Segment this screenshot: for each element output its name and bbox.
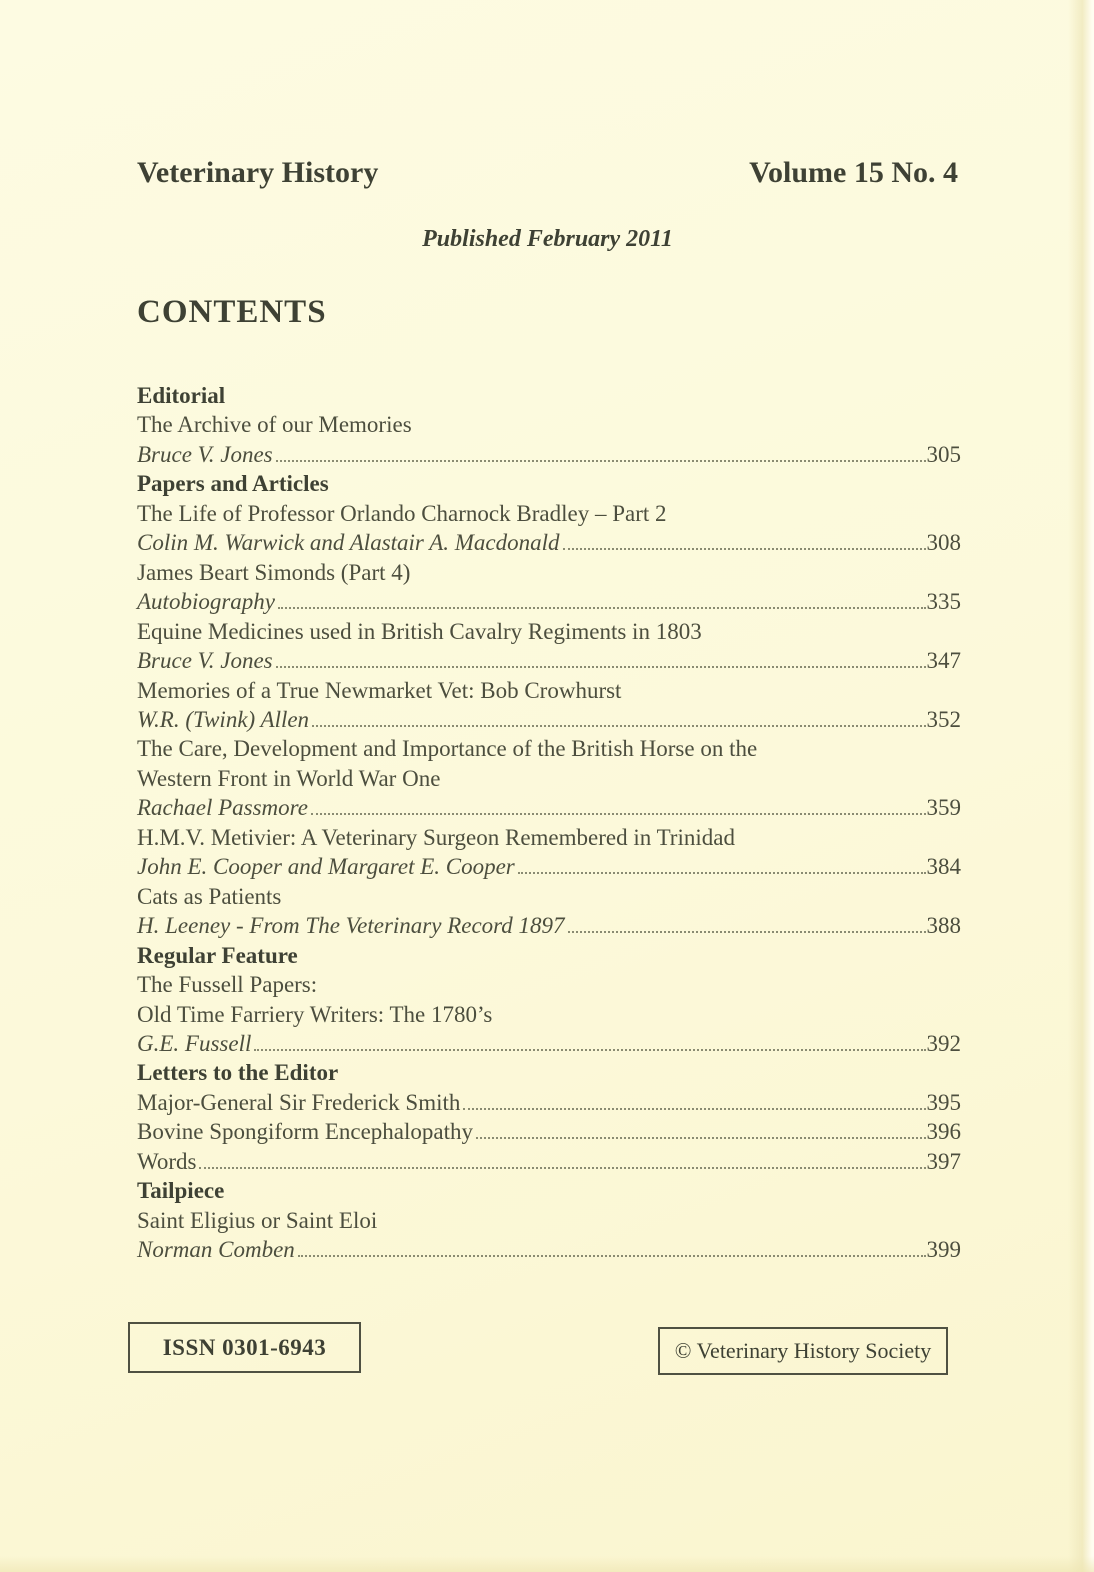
toc-entry-text: Norman Comben — [137, 1237, 295, 1263]
toc-entry-text: The Care, Development and Importance of the British Horse on the — [137, 736, 758, 762]
toc-entry-text: The Archive of our Memories — [137, 412, 412, 438]
toc-row — [137, 911, 961, 940]
toc-page-number: 388 — [926, 913, 961, 939]
toc-page-number: 308 — [926, 530, 961, 556]
toc-entry-text: Western Front in World War One — [137, 765, 441, 791]
toc-list — [137, 381, 961, 1265]
contents-heading: CONTENTS — [137, 294, 327, 330]
toc-page-number: 352 — [926, 706, 961, 732]
toc-leader-dots — [568, 931, 926, 933]
volume-label: Volume 15 No. 4 — [749, 156, 958, 189]
toc-row — [137, 1176, 961, 1205]
toc-leader-dots — [276, 666, 926, 668]
toc-page-number: 359 — [926, 795, 961, 821]
toc-leader-dots — [463, 1108, 925, 1110]
toc-entry-text: Papers and Articles — [137, 471, 329, 497]
toc-entry-text: W.R. (Twink) Allen — [137, 706, 310, 732]
toc-row — [137, 793, 961, 822]
toc-row — [137, 558, 961, 587]
page-header — [137, 156, 958, 190]
toc-row — [137, 1058, 961, 1087]
toc-row — [137, 970, 961, 999]
toc-page-number: 396 — [926, 1119, 961, 1145]
toc-page-number: 384 — [926, 854, 961, 880]
toc-page-number: 305 — [926, 441, 961, 467]
toc-entry-text: Equine Medicines used in British Cavalry Regiments in 1803 — [137, 618, 702, 644]
toc-leader-dots — [276, 460, 926, 462]
toc-row — [137, 676, 961, 705]
scan-right-edge — [1068, 0, 1094, 1572]
toc-row — [137, 469, 961, 498]
toc-row — [137, 587, 961, 616]
toc-entry-text: Editorial — [137, 383, 226, 408]
toc-row — [137, 1088, 961, 1117]
toc-entry-text: Regular Feature — [137, 942, 298, 968]
toc-page-number: 392 — [926, 1030, 961, 1056]
toc-entry-text: James Beart Simonds (Part 4) — [137, 559, 411, 585]
toc-leader-dots — [518, 872, 926, 874]
toc-row — [137, 528, 961, 557]
toc-entry-text: The Fussell Papers: — [137, 972, 318, 998]
toc-entry-text: Words — [137, 1148, 197, 1174]
toc-row — [137, 1206, 961, 1235]
toc-entry-text: Bovine Spongiform Encephalopathy — [137, 1119, 473, 1145]
scan-bottom-edge — [0, 1556, 1094, 1572]
issn-box — [128, 1322, 361, 1373]
toc-entry-text: The Life of Professor Orlando Charnock Bradley – Part 2 — [137, 500, 667, 526]
toc-leader-dots — [563, 548, 926, 550]
toc-row — [137, 440, 961, 469]
toc-entry-text: Autobiography — [137, 589, 275, 615]
toc-row — [137, 617, 961, 646]
toc-row — [137, 1235, 961, 1264]
toc-entry-text: Memories of a True Newmarket Vet: Bob Crowhurst — [137, 677, 622, 703]
toc-entry-text: Major-General Sir Frederick Smith — [137, 1089, 461, 1115]
toc-leader-dots — [278, 607, 926, 609]
toc-row — [137, 1147, 961, 1176]
toc-row — [137, 852, 961, 881]
toc-entry-text: H.M.V. Metivier: A Veterinary Surgeon Remembered in Trinidad — [137, 824, 735, 850]
toc-entry-text: Tailpiece — [137, 1178, 225, 1204]
issn-label: ISSN 0301-6943 — [162, 1334, 327, 1360]
toc-leader-dots — [298, 1255, 926, 1257]
toc-row — [137, 499, 961, 528]
copyright-label: © Veterinary History Society — [674, 1338, 932, 1363]
toc-row — [137, 1029, 961, 1058]
toc-row — [137, 381, 961, 410]
toc-row — [137, 1000, 961, 1029]
toc-entry-text: H. Leeney - From The Veterinary Record 1897 — [137, 913, 565, 939]
toc-page-number: 395 — [926, 1089, 961, 1115]
toc-leader-dots — [311, 813, 926, 815]
toc-page-number: 397 — [926, 1148, 961, 1174]
published-line: Published February 2011 — [422, 226, 673, 252]
toc-entry-text: Old Time Farriery Writers: The 1780’s — [137, 1001, 493, 1027]
toc-row — [137, 1117, 961, 1146]
toc-row — [137, 410, 961, 439]
toc-entry-text: Saint Eligius or Saint Eloi — [137, 1207, 378, 1233]
toc-entry-text: Bruce V. Jones — [137, 441, 273, 467]
toc-entry-text: Rachael Passmore — [137, 795, 308, 821]
toc-row — [137, 882, 961, 911]
toc-row — [137, 734, 961, 763]
toc-leader-dots — [199, 1167, 925, 1169]
toc-entry-text: Colin M. Warwick and Alastair A. Macdonald — [137, 530, 560, 556]
toc-row — [137, 646, 961, 675]
toc-leader-dots — [476, 1137, 926, 1139]
toc-row — [137, 941, 961, 970]
toc-row — [137, 823, 961, 852]
toc-leader-dots — [312, 725, 925, 727]
toc-entry-text: Cats as Patients — [137, 883, 282, 909]
journal-title: Veterinary History — [137, 156, 379, 189]
toc-entry-text: Letters to the Editor — [137, 1060, 339, 1086]
toc-leader-dots — [254, 1049, 925, 1051]
toc-entry-text: G.E. Fussell — [137, 1030, 252, 1056]
copyright-box — [658, 1327, 948, 1375]
toc-row — [137, 764, 961, 793]
toc-row — [137, 705, 961, 734]
toc-page-number: 335 — [926, 589, 961, 615]
toc-page-number: 399 — [926, 1237, 961, 1263]
toc-page-number: 347 — [926, 648, 961, 674]
toc-entry-text: Bruce V. Jones — [137, 648, 273, 674]
toc-entry-text: John E. Cooper and Margaret E. Cooper — [137, 854, 515, 880]
